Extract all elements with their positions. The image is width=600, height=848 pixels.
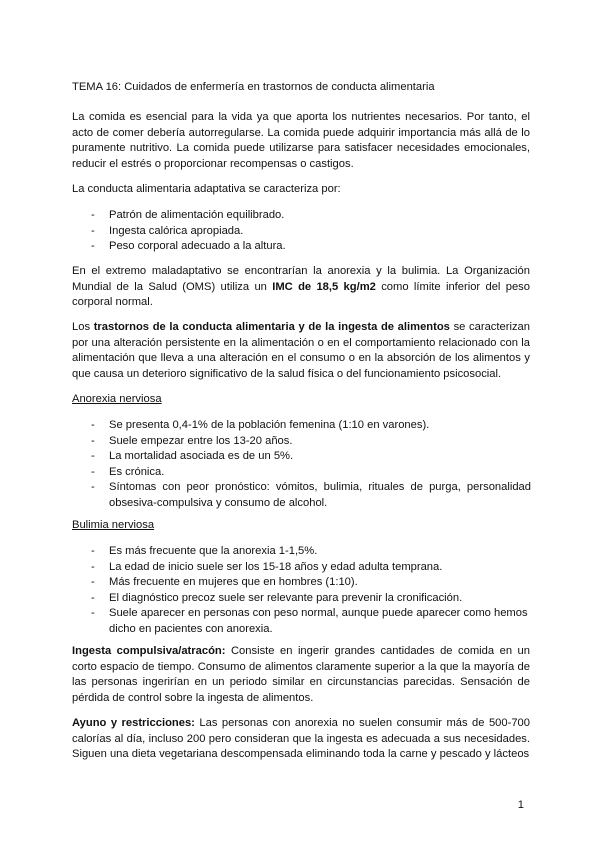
list-item: - Suele empezar entre los 13-20 años.	[91, 434, 531, 450]
anorexia-heading: Anorexia nerviosa	[72, 393, 162, 405]
list-item: - Ingesta calórica apropiada.	[91, 224, 531, 240]
disorders-bold: trastornos de la conducta alimentaria y de la ingesta de alimentos	[93, 321, 450, 333]
extreme-paragraph	[72, 264, 530, 311]
disorders-text-before: Los	[72, 321, 94, 333]
bulimia-heading: Bulimia nerviosa	[72, 519, 155, 531]
fasting-paragraph	[72, 716, 530, 763]
intro-paragraph: La comida es esencial para la vida ya que aporta los nutrientes necesarios. Por tanto, el acto de comer debería autorregularse. La comida puede adquirir importancia más allá de lo puramente nutritivo. La comida puede utilizarse para satisfacer necesidades emocionales, reducir el estrés o proporcionar recompensas o castigos.	[72, 111, 530, 170]
imc-bold: IMC de 18,5 kg/m2	[272, 280, 376, 293]
bulimia-list	[91, 544, 531, 638]
list-item: - Patrón de alimentación equilibrado.	[91, 208, 531, 224]
binge-paragraph	[72, 644, 530, 706]
extreme-text-after: como límite inferior del peso corporal normal.	[72, 280, 531, 309]
page-title: TEMA 16: Cuidados de enfermería en trastornos de conducta alimentaria	[72, 81, 435, 93]
list-item: - La mortalidad asociada es de un 5%.	[91, 449, 531, 465]
list-item: - El diagnóstico precoz suele ser relevante para prevenir la cronificación.	[91, 591, 531, 607]
list-item: - Suele aparecer en personas con peso normal, aunque puede aparecer como hemos dicho en pacientes con anorexia.	[91, 606, 531, 637]
page-number: 1	[517, 799, 524, 811]
adaptive-intro: La conducta alimentaria adaptativa se caracteriza por:	[72, 183, 341, 195]
list-item: - La edad de inicio suele ser los 15-18 años y edad adulta temprana.	[91, 560, 531, 576]
disorders-paragraph	[72, 320, 530, 382]
fasting-text: Las personas con anorexia no suelen consumir más de 500-700 calorías al día, incluso 200 pero consideran que la ingesta es adecuada a sus necesidades. Siguen una dieta vegetariana descompensada eliminando toda la carne y pescado y lácteos	[72, 717, 531, 761]
fasting-bold: Ayuno y restricciones:	[72, 717, 195, 729]
list-item: - Se presenta 0,4-1% de la población femenina (1:10 en varones).	[91, 418, 531, 434]
binge-bold: Ingesta compulsiva/atracón:	[72, 645, 226, 657]
list-item: - Es más frecuente que la anorexia 1-1,5%.	[91, 544, 531, 560]
adaptive-list	[91, 208, 531, 255]
anorexia-list	[91, 418, 531, 512]
list-item: - Más frecuente en mujeres que en hombres (1:10).	[91, 575, 531, 591]
disorders-text-after: se caracterizan por una alteración persistente en la alimentación o en el comportamiento relacionado con la alimentación que lleva a una alteración en el consumo o en la absorción de los alimentos y que causa un deterioro significativo de la salud física o del funcionamiento psicosocial.	[72, 321, 530, 380]
list-item: - Peso corporal adecuado a la altura.	[91, 239, 531, 255]
list-item: - Es crónica.	[91, 465, 531, 481]
binge-text: Consiste en ingerir grandes cantidades de comida en un corto espacio de tiempo. Consumo de alimentos claramente superior a la que la mayoría de las personas ingerirían en un periodo similar en circunstancias parecidas. Sensación de pérdida de control sobre la ingesta de alimentos.	[72, 645, 530, 704]
extreme-text-before: En el extremo maladaptativo se encontrarían la anorexia y la bulimia. La Organización Mundial de la Salud (OMS) utiliza un	[72, 265, 530, 293]
list-item: - Síntomas con peor pronóstico: vómitos, bulimia, rituales de purga, personalidad obsesiva-compulsiva y consumo de alcohol.	[91, 480, 531, 511]
